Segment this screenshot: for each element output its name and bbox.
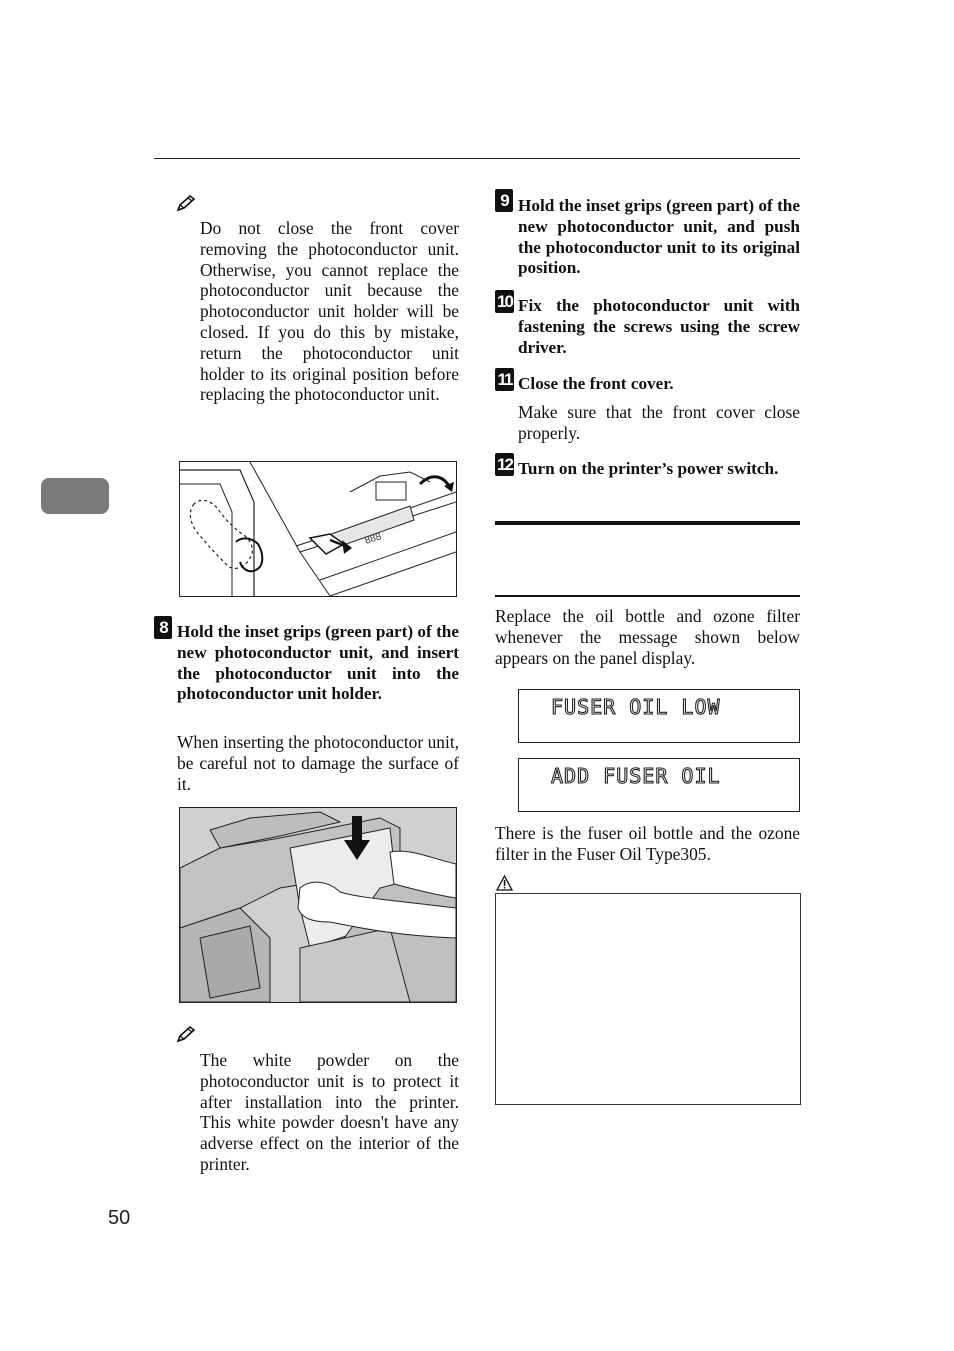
step-9-instruction: Hold the inset grips (green part) of the new photoconductor unit, and push the photoconductor unit to its original position. [518,196,800,278]
step-11-instruction: Close the front cover. [518,374,674,393]
step-10-instruction: Fix the photoconductor unit with fastening the screws using the screw driver. [518,296,800,357]
step-9-number: 9 [495,189,513,212]
step-8-instruction: Hold the inset grips (green part) of the new photoconductor unit, and insert the photoconductor unit into the photoconductor unit holder. [177,622,459,704]
section-rule-thin [495,595,800,597]
holder-label: 888 [363,531,383,547]
panel-display-1 [518,689,800,743]
step-12-number: 12 [495,453,514,476]
panel-display-2 [518,758,800,812]
header-rule [154,158,800,159]
caution-box [495,893,801,1105]
step-12-instruction: Turn on the printer’s power switch. [518,459,779,478]
chapter-tab [41,478,109,514]
page-number: 50 [108,1207,131,1229]
step-11-number: 11 [495,368,514,391]
step-10-number: 10 [495,290,514,313]
warning-triangle-icon [496,875,513,891]
section-intro: Replace the oil bottle and ozone filter whenever the message shown below appears on the panel display. [495,606,800,668]
fuser-oil-info: There is the fuser oil bottle and the ozone filter in the Fuser Oil Type305. [495,823,800,864]
panel-display-2-text: ADD FUSER OIL [551,764,721,788]
step-8-detail: When inserting the photoconductor unit, be careful not to damage the surface of it. [177,732,459,794]
note-text-2: The white powder on the photoconductor unit is to protect it after installation into the printer. This white powder doesn't have any adverse effect on the interior of the printer. [200,1050,459,1174]
pencil-note-icon [176,1025,196,1043]
note-text-1: Do not close the front cover removing the photoconductor unit. Otherwise, you cannot replace the photoconductor unit because the photoconductor unit holder will be closed. If you do this by mistake, return the photoconductor unit holder to its original position before replacing the photoconductor unit. [200,218,459,405]
photoconductor-unit-holder-illustration [179,461,457,597]
panel-display-1-text: FUSER OIL LOW [551,695,721,719]
step-11-detail: Make sure that the front cover close properly. [518,402,800,443]
pencil-note-icon [176,194,196,212]
section-rule-thick [495,521,800,525]
insert-photoconductor-unit-illustration [179,807,457,1003]
step-8-number: 8 [154,616,172,639]
